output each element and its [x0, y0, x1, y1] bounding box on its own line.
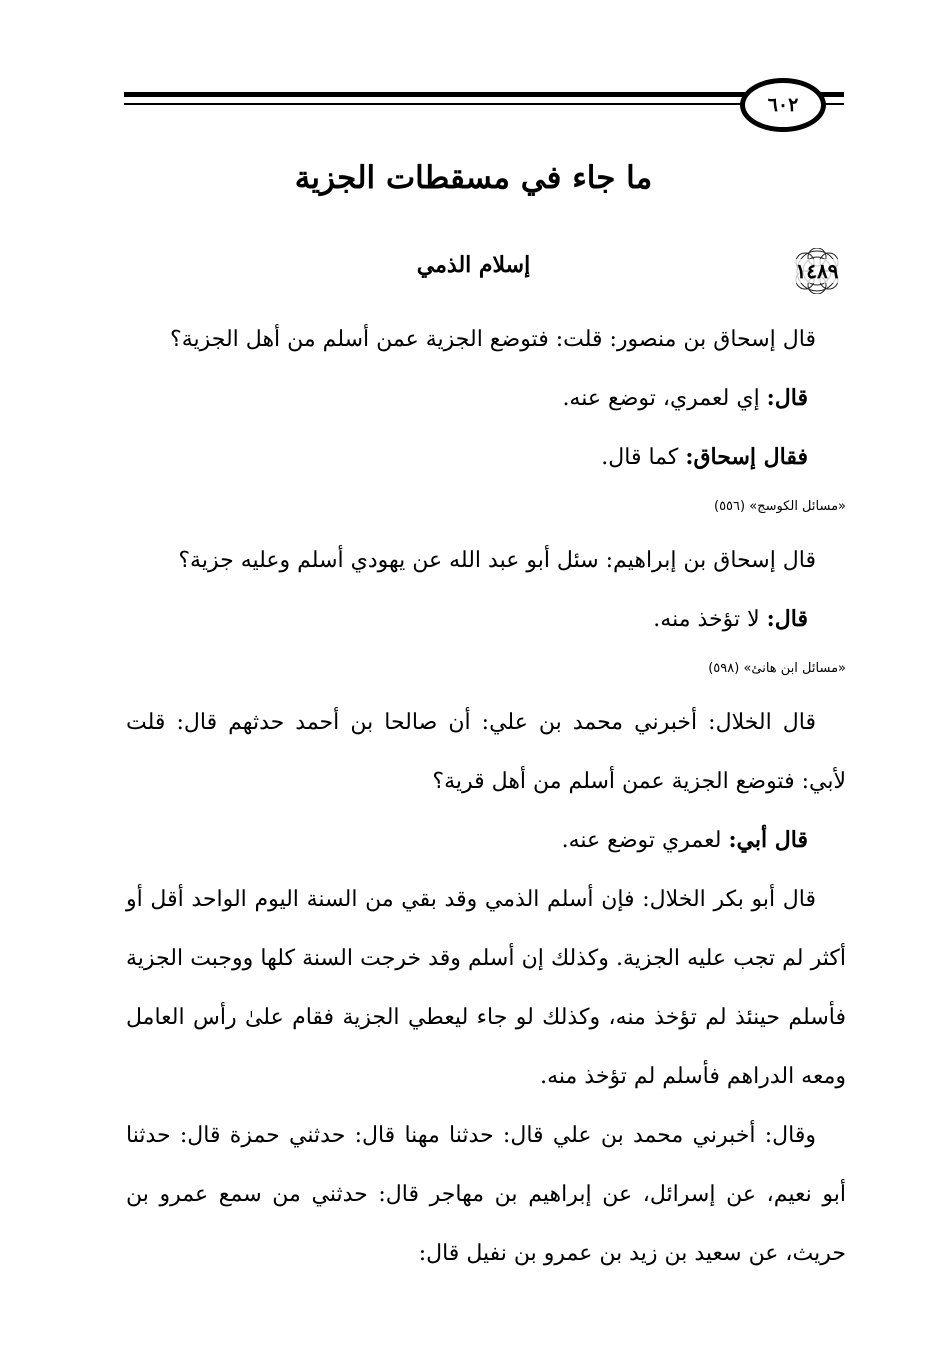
source-reference: «مسائل ابن هانئ» (٥٩٨): [708, 661, 846, 676]
answer-line: [126, 369, 846, 428]
page-body: [126, 310, 846, 1283]
page-number: ٦٠٢: [740, 78, 826, 132]
section-heading: إسلام الذمي: [416, 252, 531, 278]
section-number: ١٤٨٩: [795, 259, 839, 283]
answer-line: [126, 428, 846, 487]
answer-text: لا تؤخذ منه.: [653, 607, 767, 632]
paragraph: قال الخلال: أخبرني محمد بن علي: أن صالحا بن أحمد حدثهم قال: قلت لأبي: فتوضع الجزية عمن أسلم من أهل قرية؟: [126, 710, 846, 794]
paragraph: قال إسحاق بن منصور: قلت: فتوضع الجزية عمن أسلم من أهل الجزية؟: [170, 327, 816, 352]
speaker: قال:: [766, 385, 808, 411]
answer-line: [126, 590, 846, 649]
answer-text: كما قال.: [601, 445, 686, 470]
answer-line: [126, 811, 846, 870]
header-rule: [124, 92, 844, 108]
paragraph: وقال: أخبرني محمد بن علي قال: حدثنا مهنا قال: حدثني حمزة قال: حدثنا أبو نعيم، عن إسرائل، عن إبراهيم بن مهاجر قال: حدثني من سمع عمرو بن حريث، عن سعيد بن زيد بن عمرو بن نفيل قال:: [126, 1123, 846, 1266]
speaker: قال أبي:: [728, 827, 808, 853]
speaker: قال:: [766, 606, 808, 632]
chapter-title: ما جاء في مسقطات الجزية: [294, 160, 653, 196]
speaker: فقال إسحاق:: [685, 444, 808, 470]
answer-text: لعمري توضع عنه.: [561, 828, 729, 853]
answer-text: إي لعمري، توضع عنه.: [562, 386, 767, 411]
paragraph: قال إسحاق بن إبراهيم: سئل أبو عبد الله عن يهودي أسلم وعليه جزية؟: [178, 548, 816, 573]
paragraph: قال أبو بكر الخلال: فإن أسلم الذمي وقد بقي من السنة اليوم الواحد أقل أو أكثر لم تجب عليه الجزية. وكذلك إن أسلم وقد خرجت السنة كلها ووجبت الجزية فأسلم حينئذ لم تؤخذ منه، وكذلك لو جاء ليعطي الجزية فقام علىٰ رأس العامل ومعه الدراهم فأسلم لم تؤخذ منه.: [126, 887, 846, 1089]
source-reference: «مسائل الكوسج» (٥٥٦): [713, 499, 846, 514]
